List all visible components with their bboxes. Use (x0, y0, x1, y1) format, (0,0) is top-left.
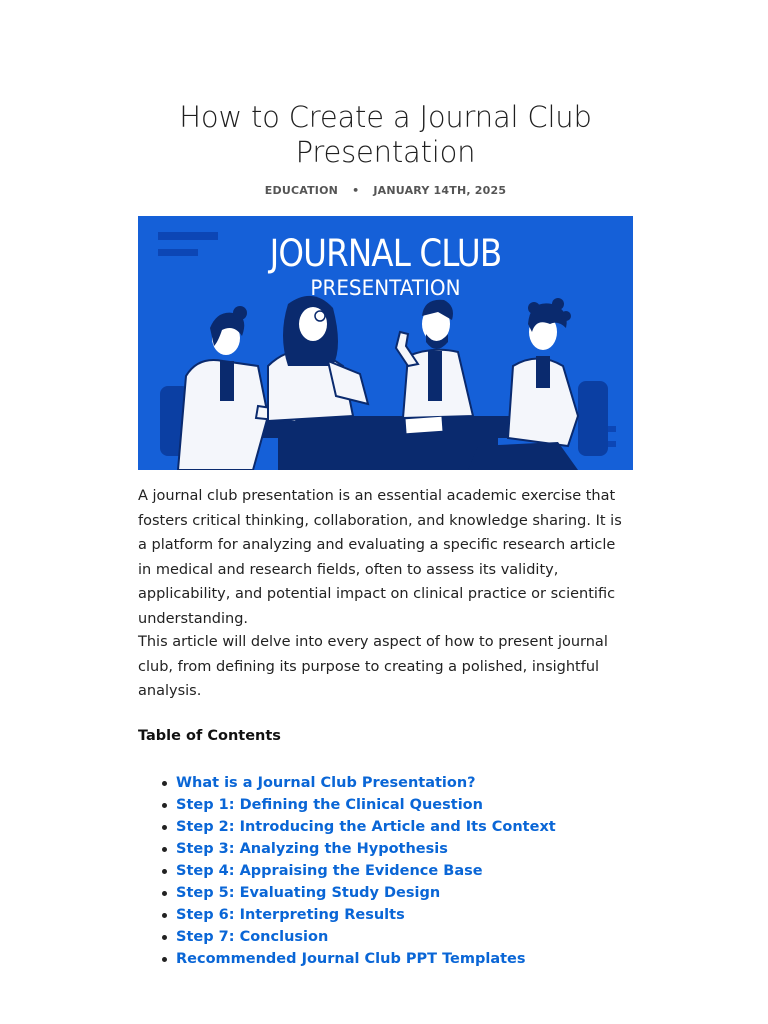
bullet-icon (162, 957, 167, 962)
overview-paragraph: This article will delve into every aspect of how to present journal club, from defining its purpose to creating a polished, insightful analysis. (138, 634, 608, 700)
toc-item (162, 838, 556, 860)
hero-subtitle: PRESENTATION (310, 276, 461, 300)
bullet-icon (162, 803, 167, 808)
toc-item (162, 794, 556, 816)
hero-title: JOURNAL CLUB (269, 232, 502, 275)
toc-item (162, 948, 556, 970)
toc-link-step-5[interactable]: Step 5: Evaluating Study Design (176, 885, 441, 901)
toc-link-templates[interactable]: Recommended Journal Club PPT Templates (176, 951, 526, 967)
bullet-icon (162, 891, 167, 896)
toc-link-step-7[interactable]: Step 7: Conclusion (176, 929, 329, 945)
publish-date: JANUARY 14TH, 2025 (373, 184, 507, 197)
article-meta (138, 184, 633, 197)
toc-item (162, 904, 556, 926)
toc-link-step-3[interactable]: Step 3: Analyzing the Hypothesis (176, 841, 448, 857)
table-of-contents (162, 772, 556, 970)
bullet-icon (162, 935, 167, 940)
bullet-icon (162, 825, 167, 830)
toc-item (162, 882, 556, 904)
toc-heading: Table of Contents (138, 728, 281, 744)
bullet-icon (162, 781, 167, 786)
meta-separator: • (352, 184, 360, 197)
toc-link-step-6[interactable]: Step 6: Interpreting Results (176, 907, 405, 923)
bullet-icon (162, 913, 167, 918)
toc-item (162, 816, 556, 838)
bullet-icon (162, 847, 167, 852)
toc-item (162, 772, 556, 794)
toc-link-step-1[interactable]: Step 1: Defining the Clinical Question (176, 797, 483, 813)
toc-link-step-4[interactable]: Step 4: Appraising the Evidence Base (176, 863, 483, 879)
bullet-icon (162, 869, 167, 874)
toc-item (162, 926, 556, 948)
article-title: How to Create a Journal Club Presentation (179, 100, 592, 169)
hero-image (138, 216, 633, 470)
category-label[interactable]: EDUCATION (264, 184, 339, 197)
toc-item (162, 860, 556, 882)
toc-link-step-2[interactable]: Step 2: Introducing the Article and Its Context (176, 819, 556, 835)
intro-paragraph: A journal club presentation is an essential academic exercise that fosters critical thinking, collaboration, and knowledge sharing. It is a platform for analyzing and evaluating a specific research article in medical and research fields, often to assess its validity, applicability, and potential impact on clinical practice or scientific understanding. (138, 488, 622, 627)
toc-link-what-is[interactable]: What is a Journal Club Presentation? (176, 775, 476, 791)
